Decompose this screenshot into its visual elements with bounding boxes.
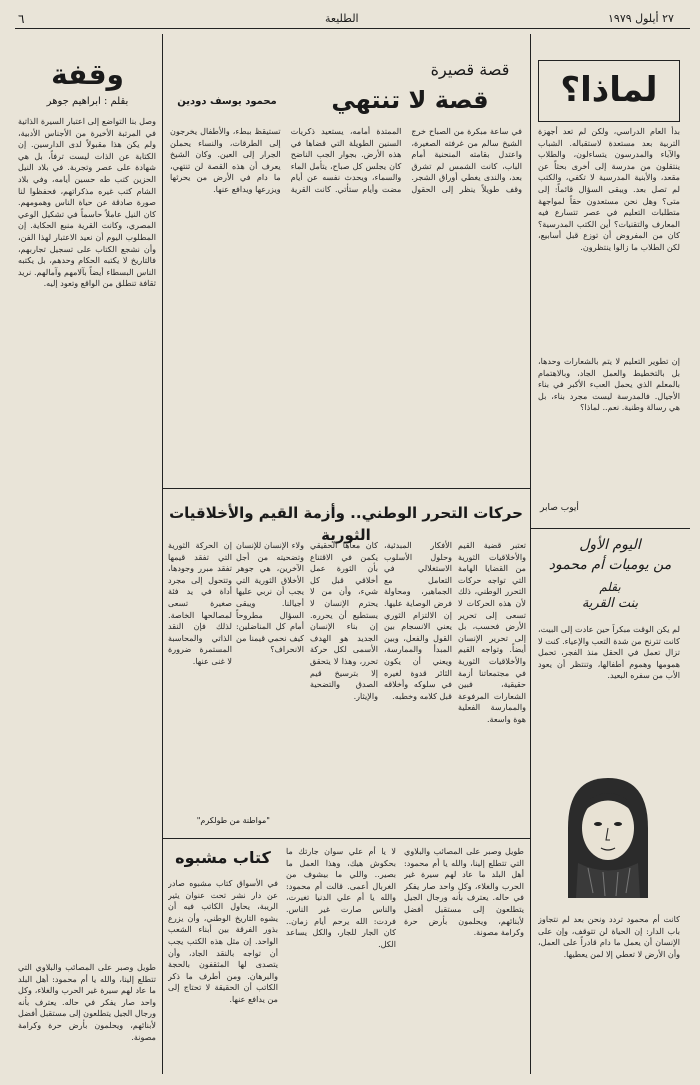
divider-lower: [162, 838, 530, 839]
divider-under-story: [162, 488, 530, 489]
main-article-signature: "مواطنة من طولكرم": [196, 816, 270, 825]
wakfa-byline: بقلم : ابراهيم جوهر: [46, 96, 129, 107]
story-body: في ساعة مبكرة من الصباح خرج الشيخ سالم من غرفته الصغيرة، واعتدل بقامته المنحنية أمام الباب، كانت الشمس لم تشرق بعد، والندى يغطي أوراق الشجر. وقف طويلاً ينظر إلى الحقول الممتدة أمامه، يستعيد ذكريات السنين الطويلة التي قضاها في هذه الأرض. بجوار الجب الناضح كان يجلس كل صباح، يتأمل الماء والسماء، ويحدث نفسه عن أيام مضت وأيام ستأتي. كانت القرية تستيقظ ببطء، والأطفال يخرجون إلى الطرقات، والنساء يحملن الجرار إلى العين. وكان الشيخ يعرف أن هذه القصة لن تنتهي، ما دام في الأرض من يحرثها ويزرعها ويدافع عنها.: [170, 126, 522, 194]
dialogue-body: لا يا أم علي سوان جارتك ما بحكوش هيك، وهذا العمل ما بصير.. واللي ما بيشوف من الغربال أعمى. قالت أم محمود: والله يا أم علي الدنيا تغيرت، والناس صارت غير الناس. فردت: الله يرحم أيام زمان.. كان الجار للجار، والكل يساعد الكل.: [286, 846, 396, 949]
main-article-col3: كان معاها الحقيقي يكمن في الاقتناع بأن الثورة عمل أخلاقي قبل كل شيء، وأن من لا يحترم الإنسان لا يستطيع أن يحرره. إن بناء الإنسان الجديد هو الهدف الأسمى لكل حركة تحرر، وهذا لا يتحقق إلا بترسيخ قيم الصدق والتضحية والإيثار.: [310, 540, 378, 701]
issue-date: ٢٧ أيلول ١٩٧٩: [608, 12, 674, 25]
woman-portrait-illustration: [548, 768, 668, 898]
wakfa-title: وقفة: [51, 58, 124, 91]
main-article-col5: إن الحركة الثورية التي تفقد قيمها تفقد مبرر وجودها، وتتحول إلى مجرد أداة في يد فئة صغيرة تسعى لمصالحها الخاصة. لذلك فإن النقد الذاتي والمحاسبة المستمرة ضرورة لا غنى عنها.: [168, 540, 232, 666]
page-number: ٦: [18, 12, 25, 26]
wakfa-body: وصل بنا التواضع إلى اعتبار السيرة الذاتية في المرتبة الأخيرة من الأجناس الأدبية، ولم يكن هذا مقبولاً لدى الدارسين. إن الكتابة عن الذات ليست ترفاً، بل هي شهادة على عصر وتجربة. في بلاد النيل الحزين كتب طه حسين أيامه، وفي بلاد الشام كتب غيره مذكراتهم، فحفظوا لنا صورة صادقة عن حياة الناس وهمومهم. كان النيل عاملاً حاسماً في تشكيل الوعي المصري، وكانت القرية منبع الحكاية. إن المطلوب اليوم أن نعيد الاعتبار لهذا الفن، وأن نشجع الكتاب على تسجيل تجاربهم، فالتاريخ لا يكتبه الحكام وحدهم، بل يكتبه الناس البسطاء أيضاً بآلامهم وآمالهم. نريد ثقافة تنطلق من الواقع وتعود إليه.: [18, 116, 156, 289]
section-name: الطليعة: [325, 12, 359, 25]
main-article-title: حركات التحرر الوطني.. وأزمة القيم والأخلاقيات الثورية: [169, 504, 523, 544]
memoir-bottom-text: كانت أم محمود تردد ونحن بعد لم نتجاوز باب الدار: إن الحياة لن تتوقف، وإن على الإنسان أن يعمل ما دام قادراً على العمل، وأن الأرض لا تعطي إلا لمن يعطيها.: [538, 914, 680, 959]
memoir-subtitle: من يوميات أم محمود: [548, 557, 672, 573]
memoir-author-name: بنت القرية: [581, 596, 639, 611]
memoir-author-label: بقلم: [599, 580, 621, 594]
main-article-col2: الأفكار المبدئية، وحلول الأسلوب الاستغلالي في التعامل مع الجماهير، ومحاولة فرض الوصاية عليها. إن الالتزام الثوري يعني الانسجام بين القول والفعل، وبين المبدأ والممارسة، ويعني أن يكون الثائر قدوة لغيره في سلوكه وأخلاقه قبل كلامه وخطبه.: [384, 540, 452, 701]
story-title: قصة لا تنتهي: [331, 86, 489, 114]
memoir-body: لم يكن الوقت مبكراً حين عادت إلى البيت، كانت تترنح من شدة التعب والإعياء. كنت لا تزال تعمل في الحقل منذ الفجر، تحمل همومها وهموم أطفالها، وتنتظر أن يعود الأب من سفره البعيد.: [538, 624, 680, 681]
memoir-title: اليوم الأول: [579, 537, 641, 553]
lower-left-body: طويل وصبر على المصائب والبلاوي التي تتطلع إلينا، والله يا أم محمود: أهل البلد ما عاد لهم سيرة غير الحرب والغلاء، وكل واحد صار يفكر في حاله. يعترف بأنه ورجال الجيل يتطلعون إلى مستقبل أفضل لأبنائهم، ويحلمون بأرض حرة وكرامة مصونة.: [404, 846, 524, 938]
books-title: كتاب مشبوه: [175, 848, 271, 867]
limadha-body-end: إن تطوير التعليم لا يتم بالشعارات وحدها، بل بالتخطيط والعمل الجاد، وبالاهتمام بالمعلم الذي يحمل العبء الأكبر في بناء الأجيال. فالمدرسة ليست مجرد بناء، بل هي رسالة وطنية. نعم.. لماذا؟: [538, 356, 680, 413]
limadha-title-box: [538, 60, 680, 122]
story-label: قصة قصيرة: [430, 60, 510, 79]
wakfa-continuation: طويل وصبر على المصائب والبلاوي التي تتطلع إلينا، والله يا أم محمود: أهل البلد ما عاد لهم سيرة غير الحرب والغلاء، وكل واحد صار يفكر في حاله. يعترف بأنه ورجال الجيل يتطلعون إلى مستقبل أفضل لأبنائهم، ويحلمون بأرض حرة وكرامة مصونة.: [18, 962, 156, 1042]
divider-left-col: [162, 34, 163, 1074]
limadha-body: بدأ العام الدراسي، ولكن لم تعد أجهزة التربية بعد مستعدة لاستقباله. الشباب والآباء والمدرسون يتساءلون، والطلاب ينتقلون من مدرسة إلى أخرى بحثاً عن مقعد، والأبنية المدرسية لا تكفي، والكتب لم تصل بعد. ويبقى السؤال قائماً: إلى متى؟ وهل نحن مستعدون حقاً لمواجهة متطلبات التعليم في عصر تتسارع فيه المعارف والتقنيات؟ أين الكتب المدرسية؟ كان من المفروض أن توزع قبل أسابيع، لكن الطلاب ما زالوا ينتظرون.: [538, 126, 680, 252]
story-author: محمود يوسف دودين: [177, 96, 277, 107]
divider-memoir: [530, 528, 690, 529]
limadha-title: لماذا؟: [560, 70, 658, 110]
books-body: في الأسواق كتاب مشبوه صادر عن دار نشر تحت عنوان يثير الريبة، يحاول الكاتب فيه أن يشوه التاريخ الوطني، وأن يزرع بذور الفرقة بين أبناء الشعب الواحد. إن مثل هذه الكتب يجب أن تواجه بالنقد الجاد، وأن يتصدى لها المثقفون بالحجة والبرهان. ومن أطرف ما ذكر الكاتب أن الحقيقة لا تحتاج إلى من يدافع عنها.: [168, 878, 278, 1004]
divider-right-col: [530, 34, 531, 1074]
main-article-col4: ولاء الإنسان للإنسان وتضحيته من أجل الآخرين، هي جوهر الأخلاق الثورية التي يجب أن نربي عليها أجيالنا. ويبقى السؤال مطروحاً أمام كل المناضلين: كيف نحمي قيمنا من الانحراف؟: [236, 540, 304, 655]
header-rule: [15, 28, 690, 29]
main-article-col1: تعتبر قضية القيم والأخلاقيات الثورية من القضايا الهامة التي تواجه حركات التحرر الوطني، ذلك لأن هذه الحركات لا تسعى إلى تحرير الأرض فحسب، بل إلى تحرير الإنسان أيضاً. وتواجه القيم والأخلاقيات الثورية في مجتمعاتنا أزمة حقيقية، فبين الشعارات المرفوعة والممارسة الفعلية هوة واسعة.: [458, 540, 526, 724]
limadha-signature: أيوب صابر: [540, 503, 579, 513]
